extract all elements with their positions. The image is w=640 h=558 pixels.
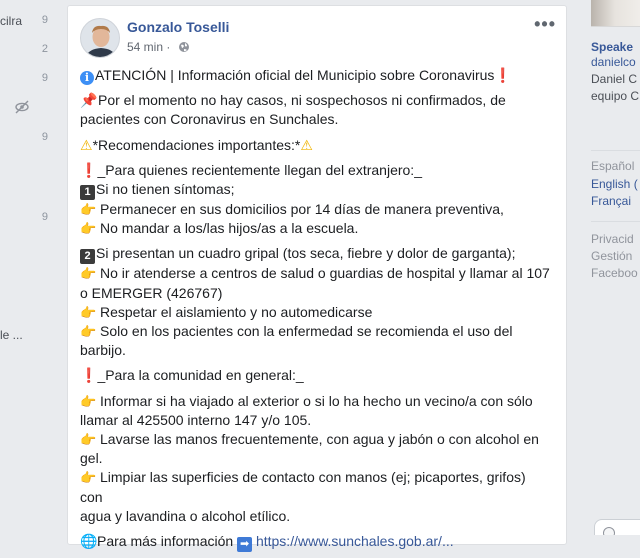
pointing-hand-icon: 👉 <box>80 470 97 486</box>
divider <box>591 221 640 222</box>
post-paragraph: ❗_Para la comunidad en general:_ <box>80 367 304 384</box>
footer-link[interactable]: Privacid <box>591 232 634 246</box>
pointing-hand-icon: 👉 <box>80 304 97 320</box>
pointing-hand-icon: 👉 <box>80 324 97 340</box>
keycap-1-icon: 1 <box>80 185 95 200</box>
keycap-2-icon: 2 <box>80 249 95 264</box>
post-paragraph: 📌Por el momento no hay casos, ni sospechosos ni confirmados, de pacientes con Coronavirus en Sunchales. <box>80 92 506 128</box>
left-nav-item[interactable] <box>0 99 60 117</box>
post-author[interactable]: Gonzalo Toselli <box>127 19 230 35</box>
unread-count: 9 <box>41 72 48 84</box>
speaker-handle[interactable]: danielco <box>591 55 636 69</box>
exclamation-icon: ❗ <box>80 367 98 384</box>
chat-bar[interactable] <box>594 519 640 535</box>
exclamation-icon: ❗ <box>80 161 98 178</box>
right-arrow-icon: ➡ <box>237 537 252 552</box>
left-nav-item[interactable]: cilra 9 <box>0 14 48 28</box>
unread-count: 9 <box>41 131 48 143</box>
warning-icon: ⚠ <box>80 136 93 153</box>
chat-status-icon <box>603 527 615 535</box>
dot-separator: · <box>166 40 171 54</box>
globe-emoji-icon: 🌐 <box>80 533 98 550</box>
speaker-description: Daniel C <box>591 72 638 86</box>
pointing-hand-icon: 👉 <box>80 432 97 448</box>
footer-link[interactable]: Faceboo <box>591 266 638 280</box>
exclamation-icon: ❗ <box>494 67 512 83</box>
pointing-hand-icon: 👉 <box>80 202 97 218</box>
left-nav-item[interactable] <box>0 129 60 147</box>
post-paragraph: i ATENCIÓN | Información oficial del Municipio sobre Coronavirus❗ <box>80 66 550 85</box>
language-current: Español <box>591 159 635 173</box>
divider <box>591 150 640 151</box>
unread-count: 9 <box>41 14 48 26</box>
post-paragraph: ❗_Para quienes recientemente llegan del extranjero:_ 1 Si no tienen síntomas; 👉 Permanecer en sus domicilios por 14 días de manera preventiva, 👉 No mandar a los/las hijos/as a la escuela. <box>80 161 550 239</box>
post-paragraph: 🌐Para más información ➡ https://www.sunchales.gob.ar/... <box>80 533 454 551</box>
left-nav-see-more[interactable]: le ... <box>0 328 23 342</box>
speaker-description: equipo C <box>591 89 640 103</box>
left-sidebar <box>0 0 60 535</box>
post-meta <box>127 40 190 54</box>
unread-count: 2 <box>41 43 48 55</box>
profile-photo-icon <box>81 19 120 58</box>
eye-off-icon[interactable] <box>14 100 30 114</box>
feed-post <box>67 5 567 551</box>
footer-link[interactable]: Gestión <box>591 249 633 263</box>
avatar[interactable] <box>80 18 120 58</box>
post-paragraph: 2 Si presentan un cuadro gripal (tos seca, fiebre y dolor de garganta); 👉 No ir atenderse a centros de salud o guardias de hospital y llamar al 107 o EMERGER (426767) 👉 Respetar el aislamiento y no automedicarse 👉 Solo en los pacientes con la enfermedad se recomienda el uso del barbijo. <box>80 245 550 359</box>
info-icon: i <box>80 71 94 85</box>
pointing-hand-icon: 👉 <box>80 266 97 282</box>
warning-icon: ⚠ <box>300 136 313 153</box>
left-nav-item[interactable] <box>0 70 60 88</box>
post-timestamp[interactable]: 54 min <box>127 40 164 54</box>
speaker-name[interactable]: Speake <box>591 40 634 54</box>
left-nav-item[interactable] <box>0 41 60 59</box>
post-options-button[interactable]: ••• <box>534 14 556 34</box>
unread-count: 9 <box>41 211 48 223</box>
pushpin-icon: 📌 <box>80 92 98 109</box>
pointing-hand-icon: 👉 <box>80 393 97 409</box>
pointing-hand-icon: 👉 <box>80 221 97 237</box>
post-text <box>80 66 550 558</box>
post-paragraph: ⚠*Recomendaciones importantes:*⚠ <box>80 136 313 153</box>
language-option[interactable]: Françai <box>591 194 632 208</box>
post-link[interactable]: https://www.sunchales.gob.ar/... <box>255 533 454 550</box>
language-option[interactable]: English ( <box>591 177 638 191</box>
right-sidebar <box>584 0 640 535</box>
globe-icon[interactable] <box>178 41 190 53</box>
post-paragraph: 👉 Informar si ha viajado al exterior o si lo ha hecho un vecino/a con sólo llamar al 425500 interno 147 y/o 105. 👉 Lavarse las manos frecuentemente, con agua y jabón o con alcohol en gel. 👉 Limpiar las superficies de contacto con manos (ej; picaportes, grifos) con agua y lavandina o alcohol etílico. <box>80 392 539 524</box>
speaker-thumbnail[interactable] <box>591 0 640 27</box>
left-nav-item[interactable] <box>0 209 60 227</box>
